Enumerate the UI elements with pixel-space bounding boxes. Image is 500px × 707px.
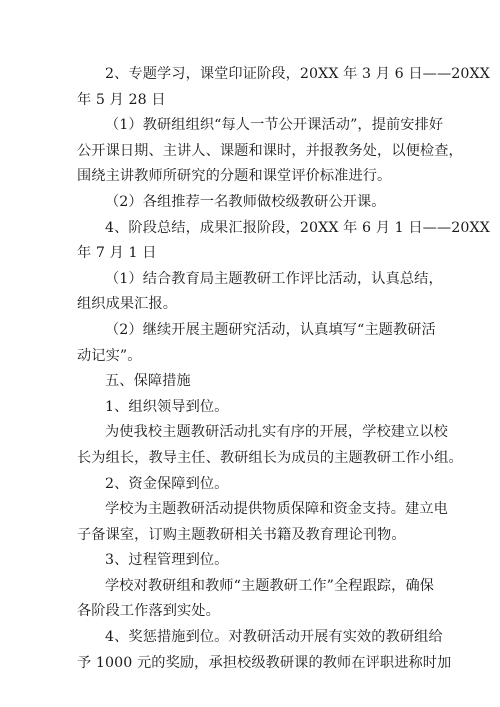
text-line: （1）教研组组织“每人一节公开课活动”，提前安排好 bbox=[105, 117, 444, 134]
text-line: 各阶段工作落到实处。 bbox=[77, 603, 220, 620]
text-line: 2、资金保障到位。 bbox=[105, 475, 229, 492]
text-line: 公开课日期、主讲人、课题和课时，并报教务处，以便检查， bbox=[77, 142, 463, 159]
text-line: 组织成果汇报。 bbox=[77, 296, 178, 313]
text-line: 围绕主讲教师所研究的分题和课堂评价标准进行。 bbox=[77, 168, 392, 185]
text-line: 子备课室，订购主题教研相关书籍及教育理论刊物。 bbox=[77, 526, 406, 543]
text-line: 年 5 月 28 日 bbox=[77, 91, 166, 108]
text-line: 3、过程管理到位。 bbox=[105, 552, 229, 569]
text-line: （2）各组推荐一名教师做校级教研公开课。 bbox=[105, 193, 386, 210]
text-line: （2）继续开展主题研究活动，认真填写“主题教研活 bbox=[105, 321, 436, 338]
text-line: 1、组织领导到位。 bbox=[105, 398, 229, 415]
text-line: 予 1000 元的奖励，承担校级教研课的教师在评职进称时加 bbox=[77, 654, 452, 671]
text-line: 年 7 月 1 日 bbox=[77, 245, 157, 262]
text-line: 五、保障措施 bbox=[105, 373, 191, 390]
text-line: 2、专题学习，课堂印证阶段，20XX 年 3 月 6 日——20XX bbox=[105, 66, 490, 82]
text-line: （1）结合教育局主题教研工作评比活动，认真总结， bbox=[105, 270, 443, 287]
text-line: 4、阶段总结，成果汇报阶段，20XX 年 6 月 1 日——20XX bbox=[105, 219, 490, 236]
text-line: 学校为主题教研活动提供物质保障和资金支持。建立电 bbox=[105, 501, 448, 518]
text-line: 学校对教研组和教师“主题教研工作”全程跟踪，确保 bbox=[105, 577, 435, 594]
text-line: 长为组长，教导主任、教研组长为成员的主题教研工作小组。 bbox=[77, 449, 463, 466]
text-line: 动记实”。 bbox=[77, 347, 142, 364]
text-line: 为使我校主题教研活动扎实有序的开展，学校建立以校 bbox=[105, 424, 448, 441]
text-line: 4、奖惩措施到位。对教研活动开展有实效的教研组给 bbox=[105, 629, 443, 646]
